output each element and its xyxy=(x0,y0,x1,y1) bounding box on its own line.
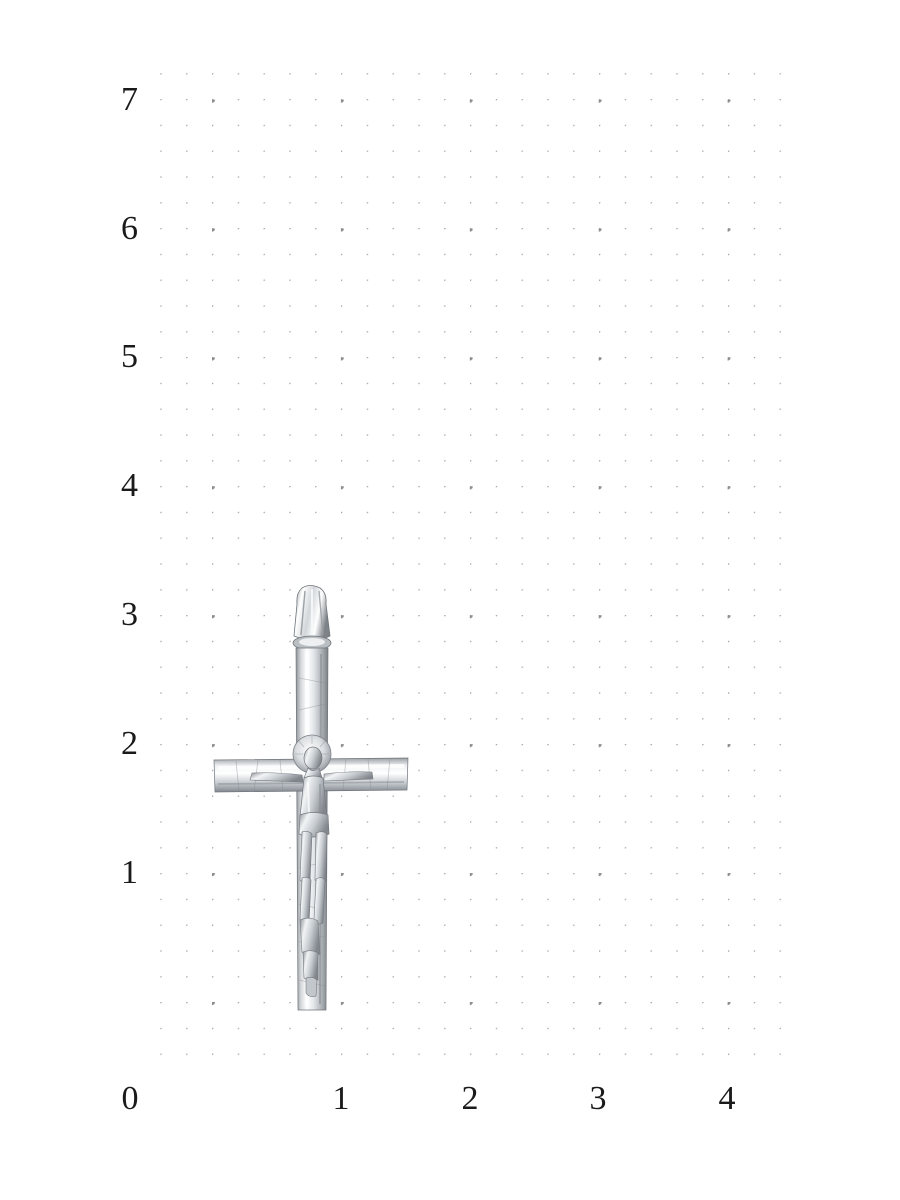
x-tick-0: 0 xyxy=(121,1080,139,1117)
y-tick-3: 3 xyxy=(121,596,138,633)
y-tick-1: 1 xyxy=(121,854,138,891)
crucifix-pendant xyxy=(196,582,426,1022)
x-tick-3: 3 xyxy=(589,1080,607,1117)
y-tick-5: 5 xyxy=(121,338,138,375)
y-tick-4: 4 xyxy=(121,467,138,504)
pendant-bail xyxy=(293,586,331,651)
x-tick-4: 4 xyxy=(718,1080,736,1117)
y-tick-2: 2 xyxy=(121,725,138,762)
x-tick-2: 2 xyxy=(461,1080,479,1117)
y-tick-6: 6 xyxy=(121,210,138,247)
x-tick-1: 1 xyxy=(332,1080,350,1117)
y-tick-7: 7 xyxy=(121,81,138,118)
